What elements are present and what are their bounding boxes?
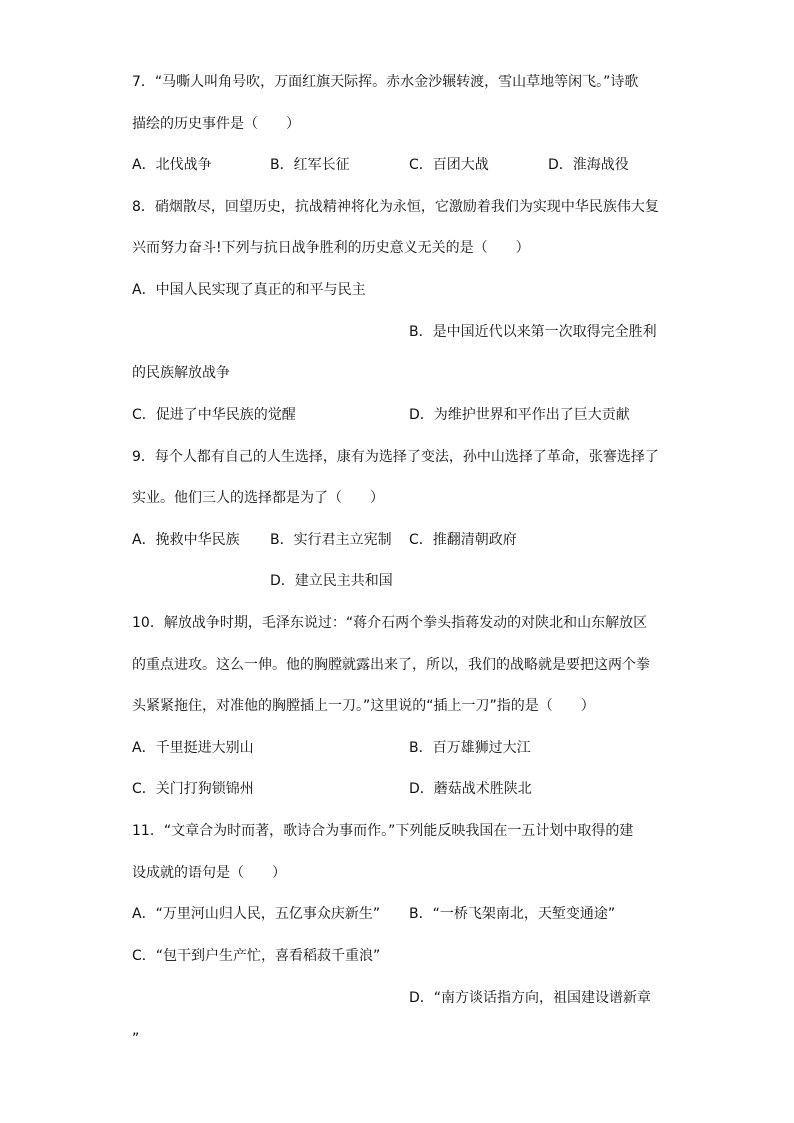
question-11-option-d-continued: ” [132, 1031, 140, 1047]
question-11-stem-line-1: 11．“文章合为时而著，歌诗合为事而作。”下列能反映我国在一五计划中取得的建 [132, 823, 634, 839]
question-10-stem-line-1: 10．解放战争时期，毛泽东说过：“蒋介石两个拳头指蒋发动的对陕北和山东解放区 [132, 615, 648, 631]
question-7-stem-line-2: 描绘的历史事件是（ ） [132, 116, 300, 132]
question-8-option-d: D．为维护世界和平作出了巨大贡献 [409, 407, 630, 423]
question-11-option-b: B．“一桥飞架南北，天堑变通途” [409, 906, 616, 922]
question-7-option-c: C．百团大战 [409, 157, 489, 173]
question-11-option-d: D．“南方谈话指方向，祖国建设谱新章 [409, 990, 652, 1006]
question-7-stem-line-1: 7．“马嘶人叫角号吹，万面红旗天际挥。赤水金沙辗转渡，雪山草地等闲飞。”诗歌 [132, 74, 639, 90]
question-10-option-b: B．百万雄狮过大江 [409, 740, 531, 756]
question-8-stem-line-2: 兴而努力奋斗!下列与抗日战争胜利的历史意义无关的是（ ） [132, 240, 530, 256]
question-11-stem-line-2: 设成就的语句是（ ） [132, 865, 286, 881]
question-8-option-c: C．促进了中华民族的觉醒 [132, 407, 296, 423]
question-10-option-a: A．千里挺进大别山 [132, 740, 254, 756]
question-10-stem-line-2: 的重点进攻。这么一伸。他的胸膛就露出来了，所以，我们的战略就是要把这两个拳 [132, 657, 650, 673]
question-9-option-d: D．建立民主共和国 [270, 573, 393, 589]
question-11-option-c: C．“包干到户生产忙，喜看稻菽千重浪” [132, 948, 381, 964]
question-8-stem-line-1: 8．硝烟散尽，回望历史，抗战精神将化为永恒，它激励着我们为实现中华民族伟大复 [132, 199, 659, 215]
question-9-option-c: C．推翻清朝政府 [409, 532, 517, 548]
question-7-option-b: B．红军长征 [270, 157, 350, 173]
question-11-option-a: A．“万里河山归人民，五亿事众庆新生” [132, 906, 381, 922]
question-8-option-b: B．是中国近代以来第一次取得完全胜利 [409, 324, 657, 340]
question-10-option-c: C．关门打狗锁锦州 [132, 781, 254, 797]
question-9-option-a: A．挽救中华民族 [132, 532, 240, 548]
question-10-option-d: D．蘑菇战术胜陕北 [409, 781, 532, 797]
question-8-option-b-continued: 的民族解放战争 [132, 365, 230, 381]
question-9-option-b: B．实行君主立宪制 [270, 532, 392, 548]
question-7-option-a: A．北伐战争 [132, 157, 212, 173]
question-9-stem-line-1: 9．每个人都有自己的人生选择，康有为选择了变法，孙中山选择了革命，张謇选择了 [132, 449, 659, 465]
question-8-option-a: A．中国人民实现了真正的和平与民主 [132, 282, 366, 298]
question-10-stem-line-3: 头紧紧拖住，对准他的胸膛插上一刀。”这里说的“插上一刀”指的是（ ） [132, 698, 595, 714]
question-7-option-d: D．淮海战役 [548, 157, 629, 173]
question-9-stem-line-2: 实业。他们三人的选择都是为了（ ） [132, 490, 384, 506]
